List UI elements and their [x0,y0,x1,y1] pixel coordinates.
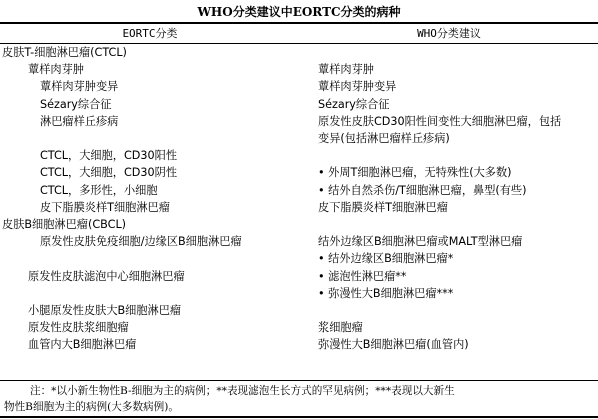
classification-table [0,22,598,354]
table-row [0,113,598,147]
table-row [0,233,598,250]
table-row [0,182,598,199]
cell-eortc: 皮肤B细胞淋巴瘤(CBCL) [2,218,127,232]
header-eortc: EORTC分类 [122,27,178,40]
footnote-line2: 物性B细胞为主的病例(大多数病例)。 [4,400,179,413]
cell-eortc: 原发性皮肤浆细胞瘤 [28,321,129,335]
cell-who [314,216,598,233]
cell-who: • 结外边缘区B细胞淋巴瘤* [318,252,454,266]
cell-who: • 外周T细胞淋巴瘤，无特殊性(大多数) [318,166,512,180]
cell-eortc: 小腿原发性皮肤大B细胞淋巴瘤 [28,304,182,318]
cell-eortc [0,285,314,302]
cell-eortc: 淋巴瘤样丘疹病 [40,114,119,128]
cell-eortc: CTCL，大细胞，CD30阴性 [40,166,178,180]
table-row [0,302,598,319]
cell-who: 蕈样肉芽肿变异 [318,80,397,94]
cell-who: 浆细胞瘤 [318,321,363,335]
cell-eortc: 皮下脂膜炎样T细胞淋巴瘤 [40,200,170,214]
cell-eortc: CTCL，大细胞，CD30阳性 [40,149,178,163]
table-row [0,61,598,78]
header-who: WHO分类建议 [417,27,481,40]
cell-who-multiline [314,113,598,147]
table-header [0,24,598,44]
table-title: WHO分类建议中EORTC分类的病种 [197,5,401,19]
table-row [0,216,598,233]
cell-who: 蕈样肉芽肿 [318,63,374,77]
cell-eortc: 原发性皮肤滤泡中心细胞淋巴瘤 [28,269,185,283]
cell-who: 弥漫性大B细胞淋巴瘤(血管内) [318,338,469,352]
table-row [0,147,598,164]
cell-who: Sézary综合征 [318,97,390,111]
table-row [0,336,598,353]
cell-who: • 滤泡性淋巴瘤** [318,269,407,283]
table-row [0,319,598,336]
table-row [0,199,598,216]
table-row [0,96,598,113]
cell-eortc [0,250,314,267]
cell-eortc: 蕈样肉芽肿变异 [40,80,119,94]
table-row [0,268,598,285]
table-row [0,78,598,95]
table-row [0,164,598,181]
cell-eortc: 皮肤T-细胞淋巴瘤(CTCL) [2,46,127,59]
cell-who-line2: 变异(包括淋巴瘤样丘疹病) [318,132,450,146]
cell-who [314,302,598,319]
cell-eortc: CTCL，多形性，小细胞 [40,183,158,197]
table-row [0,285,598,302]
table-row [0,250,598,267]
cell-eortc: Sézary综合征 [40,97,112,111]
cell-who: • 弥漫性大B细胞淋巴瘤*** [318,286,454,300]
cell-eortc: 原发性皮肤免疫细胞/边缘区B细胞淋巴瘤 [40,235,242,249]
cell-eortc: 蕈样肉芽肿 [28,63,84,77]
table-footnote [0,380,598,418]
cell-who [314,147,598,164]
cell-eortc: 血管内大B细胞淋巴瘤 [28,338,137,352]
table-body [0,44,598,354]
table-row [0,44,598,61]
cell-who: • 结外自然杀伤/T细胞淋巴瘤，鼻型(有些) [318,183,527,197]
cell-who [314,44,598,61]
cell-who-line1: 原发性皮肤CD30阳性间变性大细胞淋巴瘤，包括 [318,114,562,128]
cell-who: 皮下脂膜炎样T细胞淋巴瘤 [318,200,448,214]
cell-who: 结外边缘区B细胞淋巴瘤或MALT型淋巴瘤 [318,235,523,249]
footnote-line1: 注：*以小新生物性B-细胞为主的病例；**表现滤泡生长方式的罕见病例；***表现以大新生 [30,385,455,397]
